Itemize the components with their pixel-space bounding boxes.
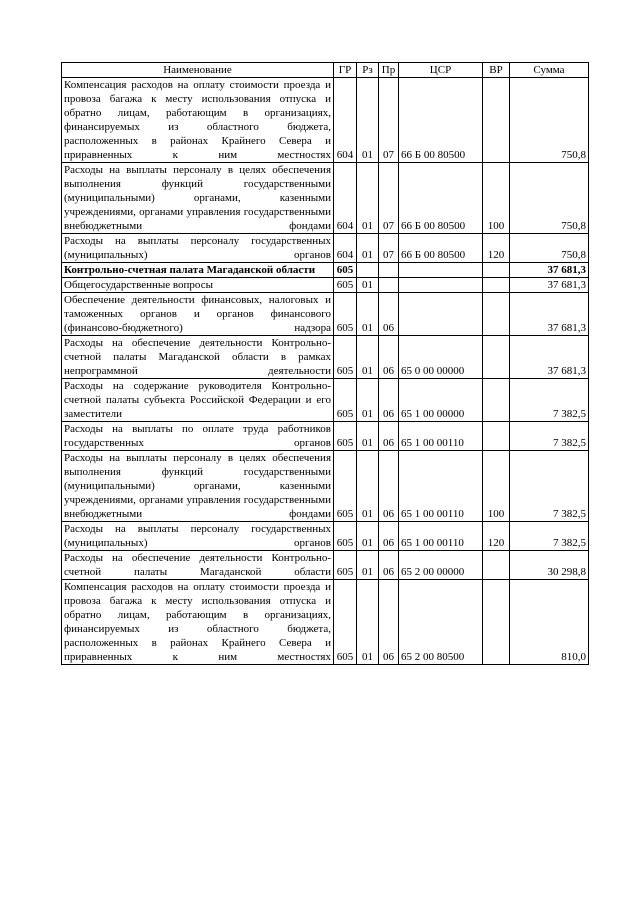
cell-rz: 01 — [357, 451, 379, 522]
cell-rz: 01 — [357, 234, 379, 263]
cell-csr: 66 Б 00 80500 — [399, 163, 483, 234]
cell-sum: 7 382,5 — [510, 379, 589, 422]
budget-table — [61, 62, 589, 665]
cell-rz: 01 — [357, 293, 379, 336]
cell-gr: 605 — [334, 379, 357, 422]
cell-sum: 30 298,8 — [510, 551, 589, 580]
cell-vr — [483, 278, 510, 293]
cell-gr: 605 — [334, 451, 357, 522]
table-header-row — [62, 63, 589, 78]
cell-gr: 605 — [334, 336, 357, 379]
cell-sum: 37 681,3 — [510, 278, 589, 293]
cell-csr: 66 Б 00 80500 — [399, 78, 483, 163]
cell-sum: 750,8 — [510, 78, 589, 163]
table-row — [62, 336, 589, 379]
cell-vr: 100 — [483, 451, 510, 522]
cell-rz: 01 — [357, 163, 379, 234]
cell-rz — [357, 263, 379, 278]
cell-csr: 65 1 00 00000 — [399, 379, 483, 422]
cell-name: Расходы на выплаты персоналу государственных (муниципальных) органов — [62, 522, 334, 551]
cell-name: Общегосударственные вопросы — [62, 278, 334, 293]
cell-csr — [399, 278, 483, 293]
cell-rz: 01 — [357, 522, 379, 551]
cell-gr: 604 — [334, 78, 357, 163]
cell-sum: 7 382,5 — [510, 451, 589, 522]
cell-vr — [483, 336, 510, 379]
cell-name: Контрольно-счетная палата Магаданской области — [62, 263, 334, 278]
cell-sum: 7 382,5 — [510, 522, 589, 551]
cell-pr — [379, 278, 399, 293]
table-row — [62, 422, 589, 451]
cell-rz: 01 — [357, 580, 379, 665]
cell-csr: 65 0 00 00000 — [399, 336, 483, 379]
cell-sum: 750,8 — [510, 163, 589, 234]
table-body — [62, 78, 589, 665]
header-csr: ЦСР — [399, 63, 483, 78]
table-row — [62, 522, 589, 551]
cell-rz: 01 — [357, 379, 379, 422]
cell-name: Обеспечение деятельности финансовых, налоговых и таможенных органов и органов финансового (финансово-бюджетного) надзора — [62, 293, 334, 336]
cell-gr: 605 — [334, 422, 357, 451]
cell-pr: 07 — [379, 163, 399, 234]
header-vr: ВР — [483, 63, 510, 78]
cell-name: Расходы на выплаты персоналу в целях обеспечения выполнения функций государственными (муниципальными) органами, казенными учреждениями, органами управления государственными внебюджетными фондами — [62, 451, 334, 522]
cell-pr: 07 — [379, 78, 399, 163]
table-row — [62, 379, 589, 422]
header-gr: ГР — [334, 63, 357, 78]
cell-pr: 06 — [379, 293, 399, 336]
cell-vr — [483, 263, 510, 278]
cell-vr — [483, 379, 510, 422]
table-row — [62, 551, 589, 580]
cell-gr: 605 — [334, 522, 357, 551]
cell-rz: 01 — [357, 551, 379, 580]
cell-name: Компенсация расходов на оплату стоимости проезда и провоза багажа к месту использования отпуска и обратно лицам, работающим в организациях, финансируемых из областного бюджета, расположенных в районах Крайнего Севера и приравненных к ним местностях — [62, 78, 334, 163]
cell-csr — [399, 293, 483, 336]
table-row — [62, 278, 589, 293]
cell-sum: 37 681,3 — [510, 336, 589, 379]
cell-pr: 06 — [379, 336, 399, 379]
cell-gr: 605 — [334, 263, 357, 278]
cell-name: Расходы на выплаты по оплате труда работников государственных органов — [62, 422, 334, 451]
cell-gr: 604 — [334, 234, 357, 263]
cell-csr: 66 Б 00 80500 — [399, 234, 483, 263]
cell-vr: 120 — [483, 522, 510, 551]
header-sum: Сумма — [510, 63, 589, 78]
cell-sum: 7 382,5 — [510, 422, 589, 451]
cell-name: Расходы на обеспечение деятельности Контрольно-счетной палаты Магаданской области — [62, 551, 334, 580]
table-row — [62, 451, 589, 522]
cell-csr: 65 1 00 00110 — [399, 522, 483, 551]
cell-sum: 37 681,3 — [510, 293, 589, 336]
cell-gr: 605 — [334, 551, 357, 580]
table-row — [62, 234, 589, 263]
table-row — [62, 163, 589, 234]
cell-vr — [483, 580, 510, 665]
cell-pr: 06 — [379, 551, 399, 580]
cell-pr: 06 — [379, 451, 399, 522]
header-pr: Пр — [379, 63, 399, 78]
cell-csr: 65 2 00 00000 — [399, 551, 483, 580]
table-row — [62, 78, 589, 163]
table-row — [62, 263, 589, 278]
cell-vr — [483, 551, 510, 580]
cell-gr: 605 — [334, 293, 357, 336]
cell-rz: 01 — [357, 336, 379, 379]
cell-vr: 120 — [483, 234, 510, 263]
cell-csr: 65 1 00 00110 — [399, 451, 483, 522]
budget-table-page — [61, 62, 589, 665]
cell-pr: 07 — [379, 234, 399, 263]
table-row — [62, 293, 589, 336]
cell-pr: 06 — [379, 522, 399, 551]
cell-name: Расходы на обеспечение деятельности Контрольно-счетной палаты Магаданской области в рамках непрограммной деятельности — [62, 336, 334, 379]
cell-sum: 750,8 — [510, 234, 589, 263]
cell-rz: 01 — [357, 422, 379, 451]
cell-name: Компенсация расходов на оплату стоимости проезда и провоза багажа к месту использования отпуска и обратно лицам, работающим в организациях, финансируемых из областного бюджета, расположенных в районах Крайнего Севера и приравненных к ним местностях — [62, 580, 334, 665]
cell-pr: 06 — [379, 379, 399, 422]
cell-sum: 810,0 — [510, 580, 589, 665]
cell-name: Расходы на содержание руководителя Контрольно-счетной палаты субъекта Российской Федерации и его заместители — [62, 379, 334, 422]
cell-vr — [483, 422, 510, 451]
cell-csr — [399, 263, 483, 278]
cell-rz: 01 — [357, 278, 379, 293]
cell-vr — [483, 293, 510, 336]
cell-gr: 604 — [334, 163, 357, 234]
cell-csr: 65 2 00 80500 — [399, 580, 483, 665]
cell-gr: 605 — [334, 580, 357, 665]
cell-vr — [483, 78, 510, 163]
cell-csr: 65 1 00 00110 — [399, 422, 483, 451]
cell-name: Расходы на выплаты персоналу в целях обеспечения выполнения функций государственными (муниципальными) органами, казенными учреждениями, органами управления государственными внебюджетными фондами — [62, 163, 334, 234]
cell-pr: 06 — [379, 580, 399, 665]
cell-rz: 01 — [357, 78, 379, 163]
cell-name: Расходы на выплаты персоналу государственных (муниципальных) органов — [62, 234, 334, 263]
cell-pr: 06 — [379, 422, 399, 451]
table-row — [62, 580, 589, 665]
header-name: Наименование — [62, 63, 334, 78]
cell-gr: 605 — [334, 278, 357, 293]
cell-sum: 37 681,3 — [510, 263, 589, 278]
header-rz: Рз — [357, 63, 379, 78]
cell-pr — [379, 263, 399, 278]
cell-vr: 100 — [483, 163, 510, 234]
